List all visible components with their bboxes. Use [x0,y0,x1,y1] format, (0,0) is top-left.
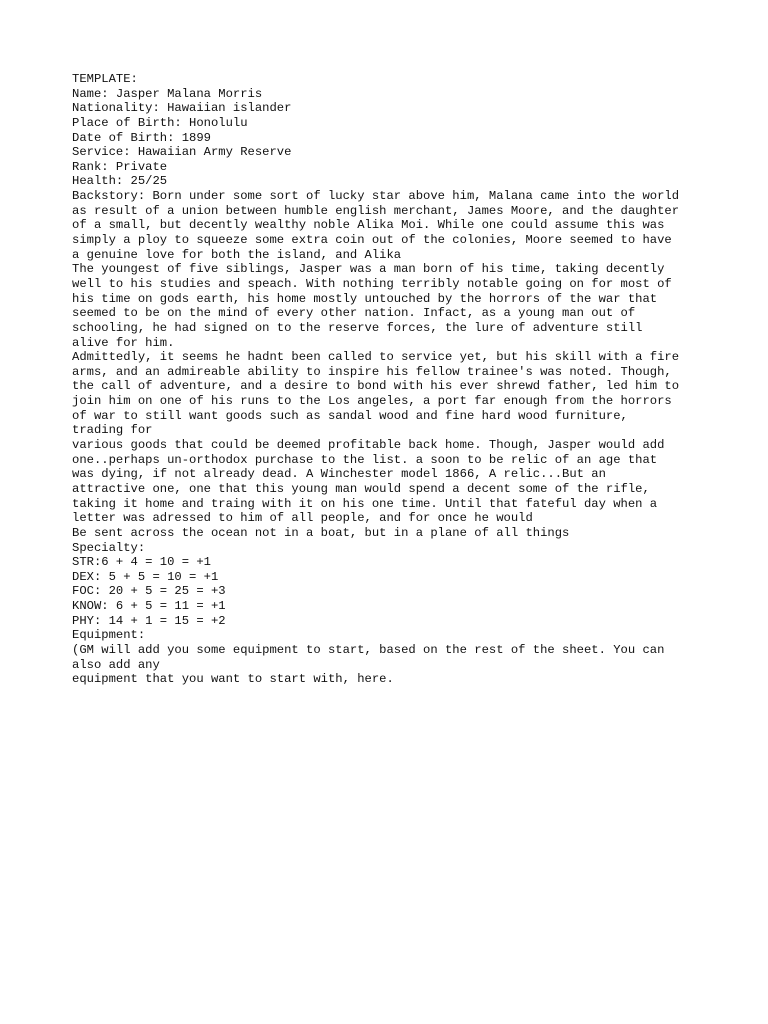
backstory-line: attractive one, one that this young man would spend a decent some of the rifle, [72,481,650,496]
backstory-line: the call of adventure, and a desire to bond with his ever shrewd father, led him to [72,379,680,394]
equipment-note: also add any [72,657,160,672]
stat-know: KNOW: 6 + 5 = 11 = +1 [72,599,226,614]
nationality-field: Nationality: Hawaiian islander [72,101,292,116]
stat-foc: FOC: 20 + 5 = 25 = +3 [72,584,226,599]
backstory-line: simply a ploy to squeeze some extra coin out of the colonies, Moore seemed to have [72,233,672,248]
backstory-line: The youngest of five siblings, Jasper was a man born of his time, taking decently [72,262,665,277]
backstory-line: seemed to be on the mind of every other nation. Infact, as a young man out of [72,306,636,321]
backstory-line: was dying, if not already dead. A Winchester model 1866, A relic...But an [72,467,606,482]
backstory-line: a genuine love for both the island, and Alika [72,247,402,262]
backstory-line: his time on gods earth, his home mostly untouched by the horrors of the war that [72,291,658,306]
backstory-line: alive for him. [72,335,175,350]
character-sheet-text [72,72,702,687]
backstory-line: one..perhaps un-orthodox purchase to the list. a soon to be relic of an age that [72,452,658,467]
backstory-line: schooling, he had signed on to the reserve forces, the lure of adventure still [72,320,643,335]
date-of-birth-field: Date of Birth: 1899 [72,130,211,145]
equipment-note: (GM will add you some equipment to start, based on the rest of the sheet. You can [72,642,665,657]
equipment-heading: Equipment: [72,628,146,643]
backstory-line: arms, and an admireable ability to inspire his fellow trainee's was noted. Though, [72,364,672,379]
backstory-line: well to his studies and speach. With nothing terribly notable going on for most of [72,276,672,291]
stat-dex: DEX: 5 + 5 = 10 = +1 [72,569,219,584]
service-field: Service: Hawaiian Army Reserve [72,145,292,160]
backstory-line: of a small, but decently wealthy noble Alika Moi. While one could assume this was [72,218,665,233]
stat-str: STR:6 + 4 = 10 = +1 [72,555,211,570]
backstory-line: taking it home and traing with it on his one time. Until that fateful day when a [72,496,658,511]
specialty-heading: Specialty: [72,540,146,555]
name-field: Name: Jasper Malana Morris [72,86,263,101]
backstory-line: of war to still want goods such as sandal wood and fine hard wood furniture, [72,408,628,423]
backstory-line: trading for [72,423,153,438]
backstory-line: Backstory: Born under some sort of lucky star above him, Malana came into the world [72,189,680,204]
stat-phy: PHY: 14 + 1 = 15 = +2 [72,613,226,628]
backstory-line: letter was adressed to him of all people, and for once he would [72,511,533,526]
backstory-line: as result of a union between humble english merchant, James Moore, and the daughter [72,203,680,218]
rank-field: Rank: Private [72,159,168,174]
backstory-line: Admittedly, it seems he hadnt been called to service yet, but his skill with a fire [72,350,680,365]
place-of-birth-field: Place of Birth: Honolulu [72,115,248,130]
backstory-line: various goods that could be deemed profitable back home. Though, Jasper would add [72,438,665,453]
health-field: Health: 25/25 [72,174,168,189]
backstory-line: Be sent across the ocean not in a boat, but in a plane of all things [72,525,570,540]
template-heading: TEMPLATE: [72,72,138,86]
equipment-note: equipment that you want to start with, here. [72,672,394,687]
backstory-line: join him on one of his runs to the Los angeles, a port far enough from the horrors [72,394,672,409]
